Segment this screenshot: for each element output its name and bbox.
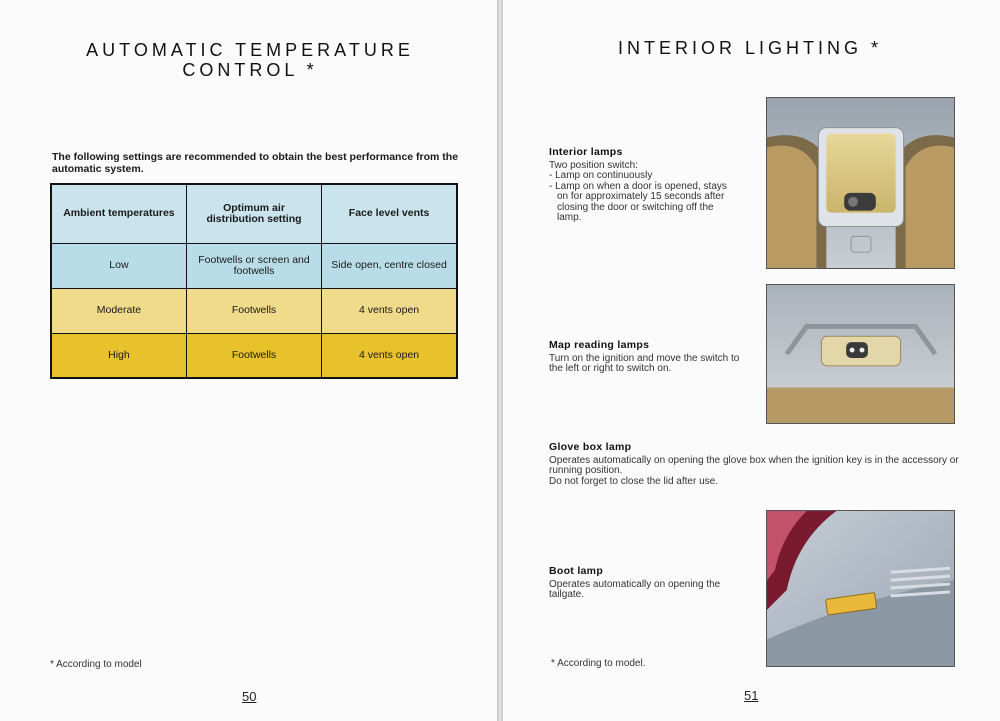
boot-lamp-text: Operates automatically on opening the tailgate. bbox=[549, 578, 721, 600]
table-cell: Footwells or screen and footwells bbox=[186, 243, 321, 288]
page-number-right: 51 bbox=[744, 688, 759, 703]
interior-lamps-list bbox=[549, 171, 739, 224]
table-cell: 4 vents open bbox=[322, 333, 457, 378]
title-line-2: CONTROL * bbox=[182, 60, 318, 80]
table-cell: Footwells bbox=[186, 333, 321, 378]
intro-text: The following settings are recommended to obtain the best performance from the automatic system. bbox=[52, 151, 459, 175]
table-cell: Side open, centre closed bbox=[322, 243, 457, 288]
interior-lamp-photo bbox=[766, 97, 955, 269]
header-air-distribution: Optimum air distribution setting bbox=[186, 184, 321, 243]
header-face-level-vents: Face level vents bbox=[322, 184, 457, 243]
table-cell: 4 vents open bbox=[322, 288, 457, 333]
interior-lamps-intro: Two position switch: bbox=[549, 159, 638, 171]
map-reading-lamp-photo bbox=[766, 284, 955, 424]
page-number-left: 50 bbox=[242, 689, 257, 704]
footnote-right: * According to model. bbox=[551, 658, 646, 669]
glove-lamp-text-1: Operates automatically on opening the glove box when the ignition key is in the accessory or running position. bbox=[549, 454, 959, 476]
glove-box-lamp-section bbox=[549, 442, 959, 487]
boot-lamp-section bbox=[549, 566, 744, 601]
table-cell: Low bbox=[51, 243, 186, 288]
page-title-interior-lighting: INTERIOR LIGHTING * bbox=[617, 38, 882, 58]
list-item: - Lamp on continuously bbox=[549, 170, 653, 181]
table-cell: Moderate bbox=[51, 288, 186, 333]
header-ambient-temperatures: Ambient temperatures bbox=[51, 184, 186, 243]
interior-lamps-section bbox=[549, 147, 739, 224]
table-header-row bbox=[51, 184, 457, 243]
page-title-temperature-control bbox=[40, 40, 460, 80]
table-row-moderate bbox=[51, 288, 457, 333]
map-reading-lamps-section bbox=[549, 340, 744, 375]
boot-lamp-photo bbox=[766, 510, 955, 667]
table-row-low bbox=[51, 243, 457, 288]
table-row-high bbox=[51, 333, 457, 378]
map-lamps-heading: Map reading lamps bbox=[549, 339, 650, 351]
glove-lamp-heading: Glove box lamp bbox=[549, 441, 632, 453]
interior-lamps-heading: Interior lamps bbox=[549, 146, 623, 158]
map-lamps-text: Turn on the ignition and move the switch to the left or right to switch on. bbox=[549, 352, 740, 374]
recommended-settings-table bbox=[50, 183, 458, 379]
list-item: - Lamp on when a door is opened, stays on for approximately 15 seconds after closing the door or switching off the lamp. bbox=[549, 180, 727, 223]
footnote-left: * According to model bbox=[50, 659, 142, 670]
title-line-1: AUTOMATIC TEMPERATURE bbox=[86, 40, 414, 60]
table-cell: High bbox=[51, 333, 186, 378]
glove-lamp-text-2: Do not forget to close the lid after use. bbox=[549, 475, 718, 487]
boot-lamp-heading: Boot lamp bbox=[549, 565, 604, 577]
table-cell: Footwells bbox=[186, 288, 321, 333]
